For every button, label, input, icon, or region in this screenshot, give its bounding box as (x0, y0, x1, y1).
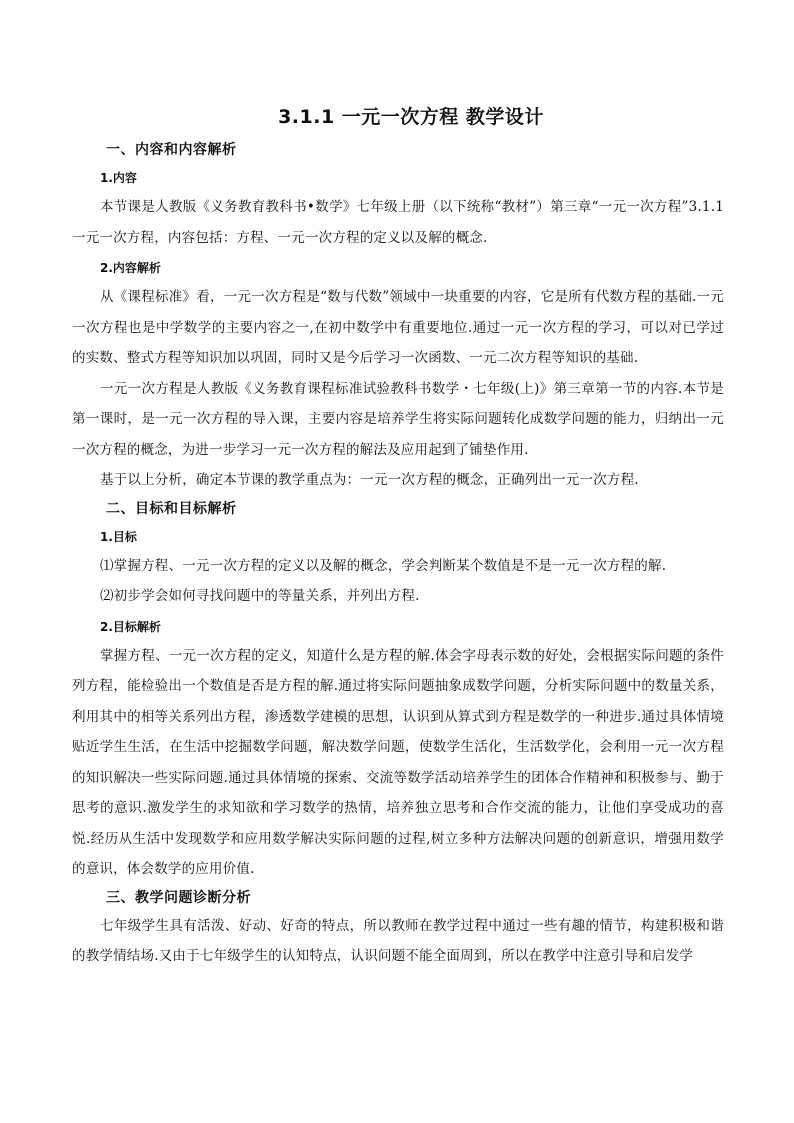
paragraph: ⑵初步学会如何寻找问题中的等量关系，并列出方程. (100, 588, 420, 604)
paragraph: 一元一次方程是人教版《义务教育课程标准试验教科书数学・七年级(上)》第三章第一节的内容.本节是第一课时，是一元一次方程的导入课，主要内容是培养学生将实际问题转化成数学问题的能力，归纳出一元一次方程的概念，为进一步学习一元一次方程的解法及应用起到了铺垫作用. (72, 380, 724, 458)
subsection-heading-goals-analysis: 2.目标解析 (100, 619, 161, 634)
section-heading-teaching-diagnosis: 三、教学问题诊断分析 (106, 889, 251, 906)
paragraph: 从《课程标准》看，一元一次方程是“数与代数”领域中一块重要的内容，它是所有代数方程的基础.一元一次方程也是中学数学的主要内容之一,在初中数学中有重要地位.通过一元一次方程的学习，可以对已学过的实数、整式方程等知识加以巩固，同时又是今后学习一次函数、一元二次方程等知识的基础. (72, 289, 724, 366)
paragraph: 掌握方程、一元一次方程的定义，知道什么是方程的解.体会字母表示数的好处，会根据实际问题的条件列方程，能检验出一个数值是否是方程的解.通过将实际问题抽象成数学问题，分析实际问题中的数量关系，利用其中的相等关系列出方程，渗透数学建模的思想，认识到从算式到方程是数学的一种进步.通过具体情境贴近学生生活，在生活中挖掘数学问题，解决数学问题，使数学生活化，生活数学化，会利用一元一次方程的知识解决一些实际问题.通过具体情境的探索、交流等数学活动培养学生的团体合作精神和积极参与、勤于思考的意识.激发学生的求知欲和学习数学的热情，培养独立思考和合作交流的能力，让他们享受成功的喜悦.经历从生活中发现数学和应用数学解决实际问题的过程,树立多种方法解决问题的创新意识，增强用数学的意识，体会数学的应用价值. (72, 647, 724, 877)
paragraph: 基于以上分析，确定本节课的教学重点为：一元一次方程的概念，正确列出一元一次方程. (100, 472, 639, 488)
section-heading-content-analysis: 一、内容和内容解析 (106, 142, 237, 158)
section-heading-goals-analysis: 二、目标和目标解析 (106, 500, 237, 517)
document-content (72, 101, 724, 972)
subsection-heading-content: 1.内容 (100, 171, 137, 185)
paragraph: 七年级学生具有活泼、好动、好奇的特点，所以教师在教学过程中通过一些有趣的情节，构建积极和谐的教学情结场.又由于七年级学生的认知特点，认识问题不能全面周到，所以在教学中注意引导和启发学 (72, 917, 724, 964)
paragraph: 本节课是人教版《义务教育教科书•数学》七年级上册（以下统称“教材”）第三章“一元一次方程”3.1.1 一元一次方程，内容包括：方程、一元一次方程的定义以及解的概念. (72, 199, 724, 246)
subsection-heading-content-analysis: 2.内容解析 (100, 261, 161, 275)
paragraph: ⑴掌握方程、一元一次方程的定义以及解的概念，学会判断某个数值是不是一元一次方程的解. (100, 557, 667, 574)
subsection-heading-goals: 1.目标 (100, 529, 137, 544)
document-title: 3.1.1 一元一次方程 教学设计 (278, 106, 544, 128)
